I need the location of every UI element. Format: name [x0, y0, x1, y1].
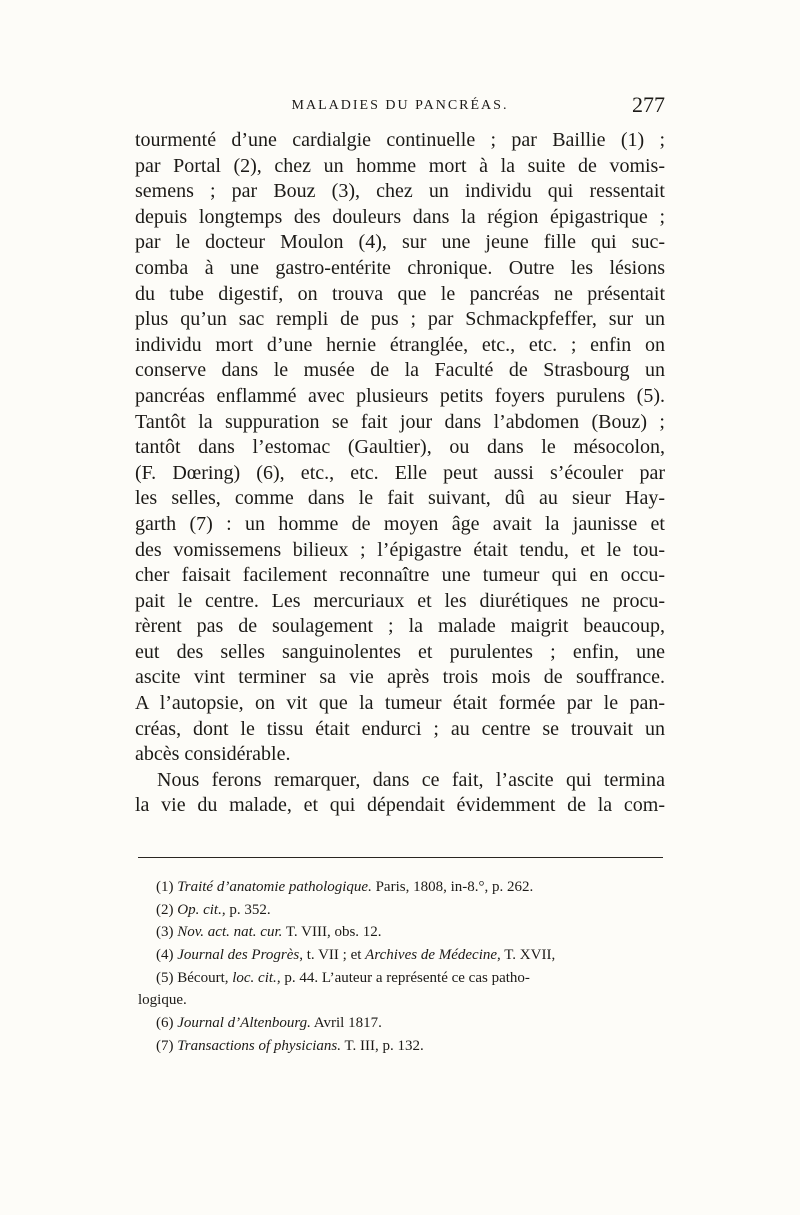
text-line: individu mort d’une hernie étranglée, etc., etc. ; enfin on: [135, 333, 665, 356]
text-line: cher faisait facilement reconnaître une tumeur qui en occu-: [135, 564, 665, 587]
text-line: eut des selles sanguinolentes et purulentes ; enfin, une: [135, 640, 665, 663]
footnote-5: (5) Bécourt, loc. cit., p. 44. L’auteur a représenté ce cas patho-: [156, 969, 530, 986]
running-title: MALADIES DU PANCRÉAS.: [291, 98, 509, 113]
text-line: ascite vint terminer sa vie après trois mois de souffrance.: [135, 666, 665, 689]
footnote-1: (1) Traité d’anatomie pathologique. Paris, 1808, in-8.°, p. 262.: [156, 879, 534, 895]
text-line: comba à une gastro-entérite chronique. Outre les lésions: [135, 256, 665, 279]
text-line: Tantôt la suppuration se fait jour dans l’abdomen (Bouz) ;: [135, 410, 665, 433]
page-number: 277: [632, 92, 665, 117]
text-line: des vomissemens bilieux ; l’épigastre était tendu, et le tou-: [135, 538, 665, 561]
text-line: tourmenté d’une cardialgie continuelle ; par Baillie (1) ;: [135, 129, 665, 151]
text-line: rèrent pas de soulagement ; la malade maigrit beaucoup,: [135, 615, 665, 638]
text-line: la vie du malade, et qui dépendait évidemment de la com-: [135, 794, 665, 817]
text-line: A l’autopsie, on vit que la tumeur était formée par le pan-: [135, 692, 665, 715]
footnote-4: (4) Journal des Progrès, t. VII ; et Archives de Médecine, T. XVII,: [156, 947, 556, 964]
footnote-5-continuation: logique.: [138, 992, 187, 1009]
text-line: abcès considérable.: [135, 743, 291, 766]
text-line: garth (7) : un homme de moyen âge avait la jaunisse et: [135, 512, 665, 535]
text-line: plus qu’un sac rempli de pus ; par Schmackpfeffer, sur un: [135, 308, 665, 331]
text-line: pait le centre. Les mercuriaux et les diurétiques ne procu-: [135, 589, 665, 612]
text-line: tantôt dans l’estomac (Gaultier), ou dans le mésocolon,: [135, 436, 665, 459]
text-line: pancréas enflammé avec plusieurs petits foyers purulens (5).: [135, 384, 665, 407]
text-line: créas, dont le tissu était endurci ; au centre se trouvait un: [135, 717, 665, 740]
text-line: semens ; par Bouz (3), chez un individu qui ressentait: [135, 180, 665, 203]
text-line: par Portal (2), chez un homme mort à la suite de vomis-: [135, 154, 665, 177]
text-line: (F. Dœring) (6), etc., etc. Elle peut aussi s’écouler par: [135, 461, 665, 484]
footnotes: [138, 876, 663, 1058]
text-line: du tube digestif, on trouva que le pancréas ne présentait: [135, 282, 665, 305]
footnote-7: (7) Transactions of physicians. T. III, p. 132.: [156, 1037, 424, 1054]
text-line: Nous ferons remarquer, dans ce fait, l’ascite qui termina: [157, 768, 665, 791]
footnote-6: (6) Journal d’Altenbourg. Avril 1817.: [156, 1015, 382, 1032]
text-line: depuis longtemps des douleurs dans la région épigastrique ;: [135, 205, 665, 228]
text-line: conserve dans le musée de la Faculté de Strasbourg un: [135, 359, 665, 382]
page-header: [135, 92, 665, 124]
footnote-divider: [138, 857, 663, 858]
body-text: [135, 128, 665, 819]
text-line: les selles, comme dans le fait suivant, dû au sieur Hay-: [135, 487, 665, 510]
footnote-2: (2) Op. cit., p. 352.: [156, 901, 271, 918]
footnote-3: (3) Nov. act. nat. cur. T. VIII, obs. 12.: [156, 924, 382, 941]
text-line: par le docteur Moulon (4), sur une jeune fille qui suc-: [135, 231, 665, 254]
